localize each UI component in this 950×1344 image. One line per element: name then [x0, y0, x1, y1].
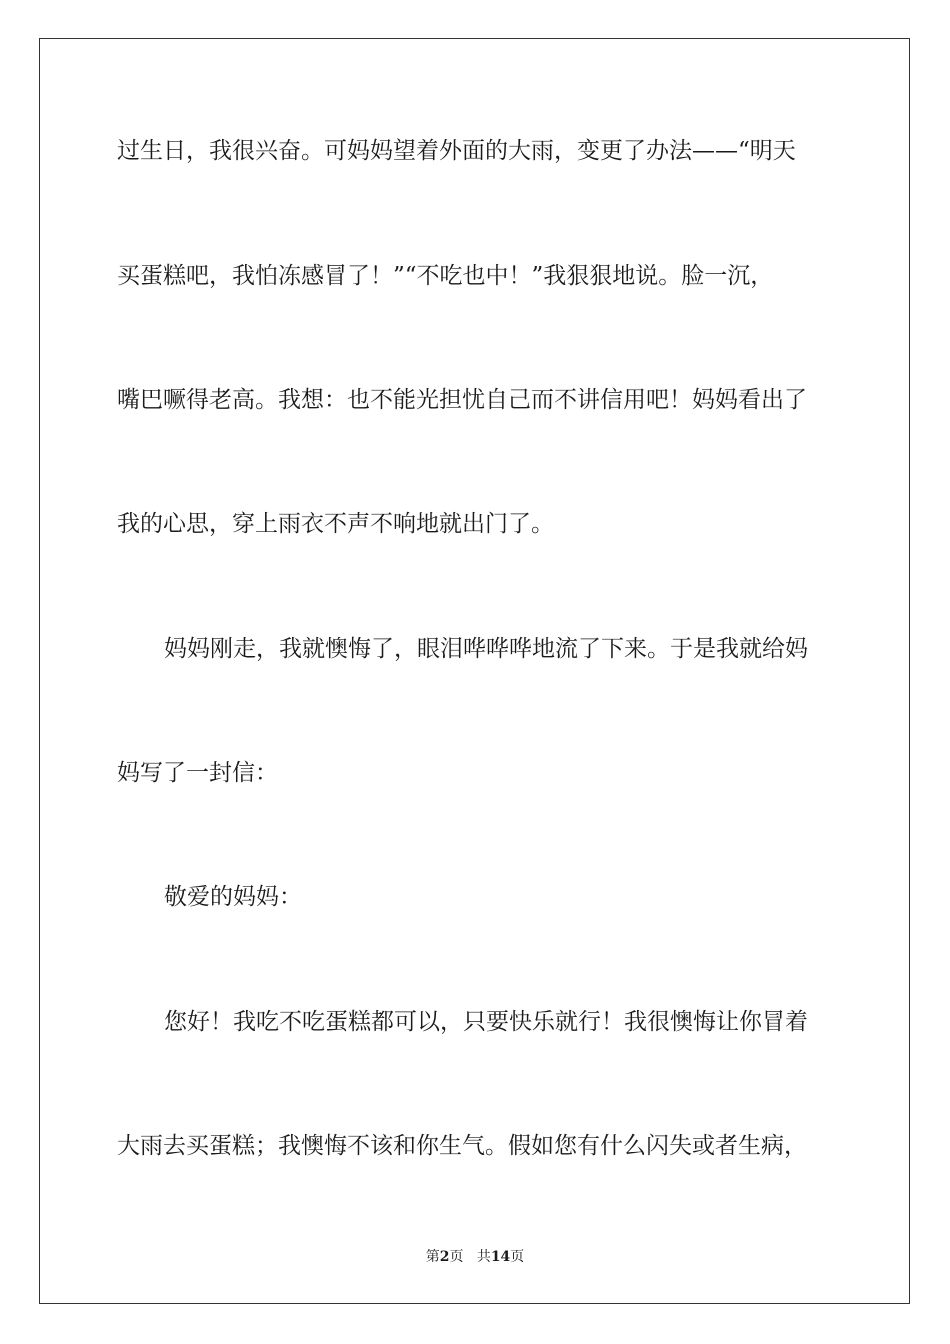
text-line-2: 买蛋糕吧，我怕冻感冒了！”“不吃也中！”我狠狠地说。脸一沉， — [117, 263, 774, 289]
text-line-4: 我的心思，穿上雨衣不声不响地就出门了。 — [117, 511, 554, 537]
paragraph-start-1: 妈妈刚走，我就懊悔了，眼泪哗哗哗地流了下来。于是我就给妈 — [164, 636, 808, 662]
paragraph-start-2: 您好！我吃不吃蛋糕都可以，只要快乐就行！我很懊悔让你冒着 — [164, 1009, 808, 1035]
page-border — [39, 38, 910, 1304]
text-line-1: 过生日，我很兴奋。可妈妈望着外面的大雨，变更了办法——“明天 — [117, 138, 796, 164]
page-footer — [0, 1246, 950, 1266]
total-suffix: 页 — [510, 1249, 525, 1265]
page-suffix: 页 — [449, 1249, 464, 1265]
text-line-6: 妈写了一封信： — [117, 760, 278, 786]
total-pages: 14 — [490, 1249, 511, 1265]
text-line-9: 大雨去买蛋糕；我懊悔不该和你生气。假如您有什么闪失或者生病， — [117, 1133, 807, 1159]
text-line-3: 嘴巴噘得老高。我想：也不能光担忧自己而不讲信用吧！妈妈看出了 — [117, 387, 807, 413]
letter-salutation: 敬爱的妈妈： — [164, 884, 302, 910]
page-number: 2 — [439, 1249, 450, 1265]
page-prefix: 第 — [425, 1249, 440, 1265]
total-prefix: 共 — [476, 1249, 491, 1265]
